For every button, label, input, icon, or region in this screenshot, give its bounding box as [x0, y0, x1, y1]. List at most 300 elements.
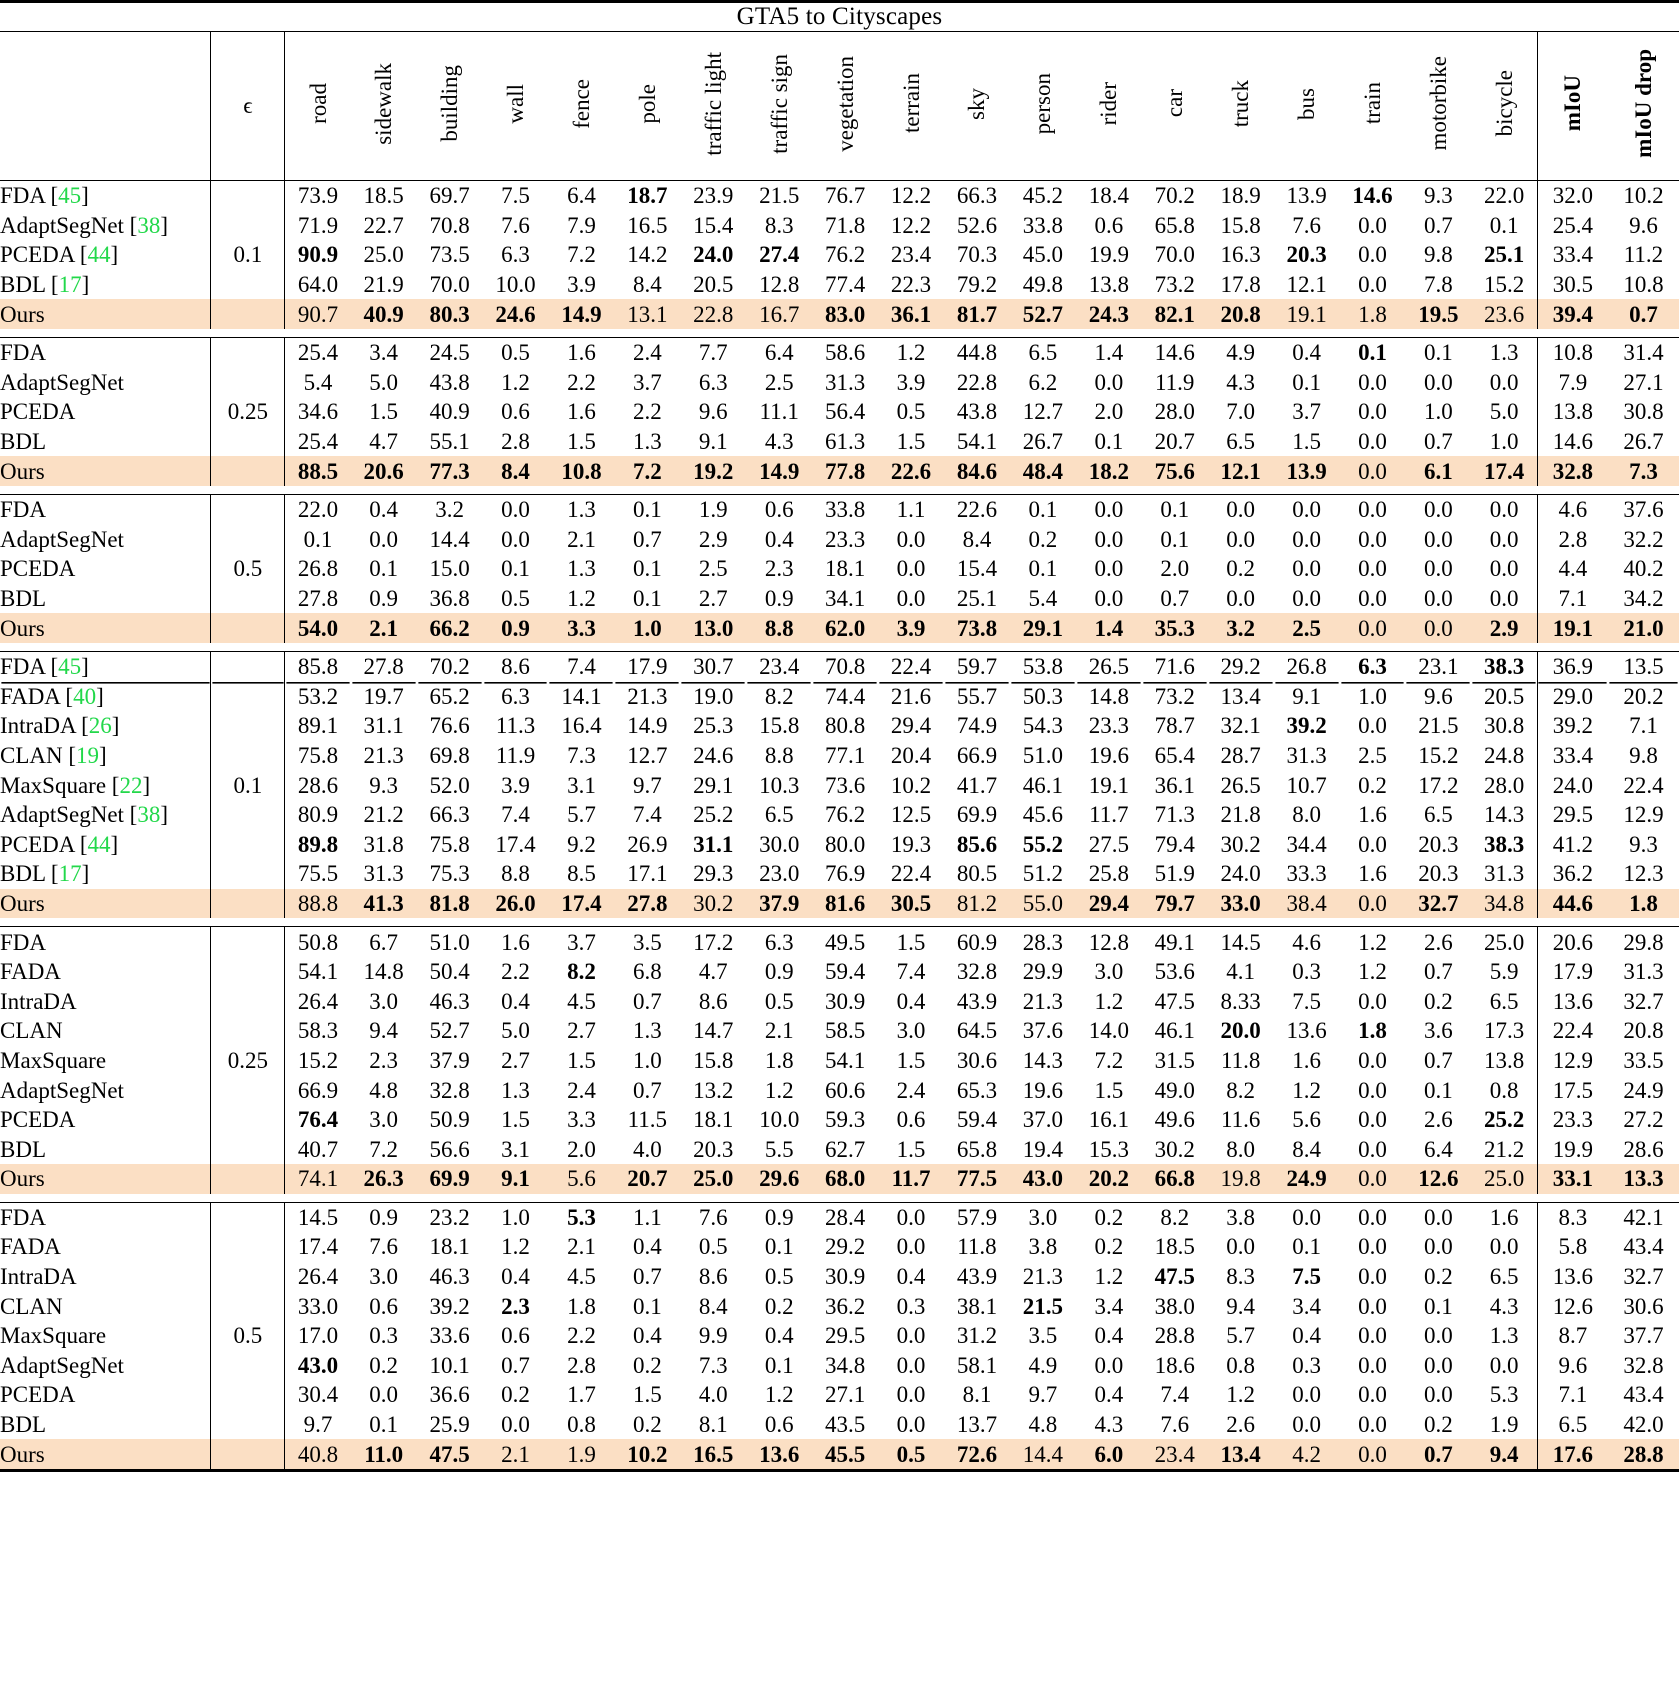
citation-ref[interactable]: 45	[58, 654, 82, 680]
cell-vegetation: 76.7	[812, 181, 878, 211]
citation-ref[interactable]: 17	[58, 861, 82, 887]
block-spacer	[1537, 643, 1608, 652]
cell-traffic-light: 30.7	[680, 651, 746, 681]
epsilon-value	[211, 1232, 285, 1262]
cell-miou: 22.4	[1537, 1016, 1608, 1046]
cell-road: 25.4	[285, 427, 351, 457]
block-spacer	[1274, 329, 1340, 338]
cell-fence: 1.6	[548, 337, 614, 367]
table-bottom-rule	[285, 1469, 351, 1471]
cell-fence: 7.9	[567, 212, 596, 238]
cell-train: 0.0	[1358, 212, 1387, 238]
block-spacer	[1010, 329, 1076, 338]
citation-ref[interactable]: 45	[58, 183, 82, 209]
cell-terrain: 23.4	[890, 242, 932, 268]
cell-building: 76.6	[429, 713, 470, 739]
cell-car: 28.8	[1154, 1323, 1195, 1349]
cell-building: 52.7	[429, 1018, 470, 1044]
cell-building: 69.7	[417, 181, 483, 211]
cell-building: 75.3	[429, 861, 470, 887]
table-row-ours	[0, 889, 1679, 919]
cell-pole: 0.7	[632, 1077, 662, 1103]
cell-traffic-sign: 0.4	[764, 1323, 794, 1349]
cell-vegetation: 77.8	[812, 456, 878, 486]
cell-traffic-light: 20.3	[693, 1136, 734, 1162]
cell-truck: 12.1	[1208, 456, 1274, 486]
cell-pole: 7.4	[632, 802, 662, 828]
cell-person: 52.7	[1010, 299, 1076, 329]
column-header-miou	[1537, 32, 1608, 181]
cell-miou-drop: 43.4	[1623, 1234, 1664, 1260]
cell-sidewalk: 31.3	[363, 861, 404, 887]
epsilon-value	[211, 859, 285, 889]
cell-pole: 1.5	[632, 1382, 662, 1408]
cell-bicycle: 17.3	[1483, 1018, 1525, 1044]
cell-truck: 2.6	[1226, 1412, 1256, 1438]
epsilon-value	[211, 494, 285, 524]
cell-traffic-light: 2.5	[698, 556, 728, 582]
citation-ref[interactable]: 19	[76, 742, 100, 768]
block-spacer	[351, 1194, 417, 1203]
cell-building: 43.8	[429, 369, 470, 395]
method-name: AdaptSegNet [38]	[0, 802, 168, 828]
column-header-label: sky	[964, 87, 990, 120]
cell-sky: 77.5	[944, 1164, 1010, 1194]
method-name: MaxSquare	[0, 1323, 107, 1349]
table-bottom-rule	[483, 1469, 549, 1471]
block-spacer	[812, 1194, 878, 1203]
cell-traffic-light: 23.9	[680, 181, 746, 211]
cell-road: 17.0	[285, 1321, 351, 1351]
cell-building: 47.5	[417, 1439, 483, 1469]
method-name: PCEDA	[0, 1382, 76, 1408]
epsilon-column-header: ϵ	[211, 32, 285, 181]
cell-vegetation: 45.5	[812, 1439, 878, 1469]
cell-miou-drop: 26.7	[1623, 429, 1664, 455]
cell-sky: 13.7	[956, 1412, 998, 1438]
cell-rider: 0.0	[1094, 1352, 1124, 1378]
cell-miou: 14.6	[1537, 427, 1608, 457]
cell-sidewalk: 0.9	[369, 586, 399, 612]
cell-motorbike: 2.6	[1424, 1107, 1453, 1133]
cell-sky: 66.3	[944, 181, 1010, 211]
column-header-sidewalk	[351, 32, 417, 181]
cell-sky: 8.1	[962, 1382, 992, 1408]
cell-vegetation: 77.1	[825, 742, 866, 768]
cell-fence: 1.5	[567, 1047, 596, 1073]
cell-sky: 60.9	[944, 927, 1010, 957]
cell-vegetation: 30.9	[825, 988, 866, 1014]
cell-bus: 0.4	[1274, 337, 1340, 367]
cell-train: 0.0	[1358, 1077, 1387, 1103]
cell-bicycle: 4.3	[1489, 1293, 1519, 1319]
cell-rider: 14.0	[1088, 1018, 1129, 1044]
method-name: FDA	[0, 927, 211, 957]
cell-road: 53.2	[285, 682, 351, 712]
cell-sidewalk: 21.9	[363, 272, 404, 298]
method-name: IntraDA	[0, 988, 77, 1014]
cell-bicycle: 38.3	[1483, 831, 1525, 857]
cell-bus: 7.5	[1292, 1264, 1321, 1290]
cell-building: 69.9	[417, 1164, 483, 1194]
cell-person: 5.4	[1028, 586, 1058, 612]
cell-miou-drop: 12.9	[1623, 802, 1664, 828]
cell-miou-drop: 33.5	[1623, 1047, 1664, 1073]
citation-ref[interactable]: 40	[73, 683, 97, 709]
cell-traffic-light: 17.2	[680, 927, 746, 957]
table-bottom-rule	[1471, 1469, 1537, 1471]
cell-vegetation: 59.3	[825, 1107, 866, 1133]
cell-truck: 32.1	[1220, 713, 1261, 739]
cell-miou-drop: 30.6	[1623, 1293, 1664, 1319]
cell-rider: 3.4	[1094, 1293, 1124, 1319]
block-spacer	[944, 918, 1010, 927]
cell-rider: 6.0	[1076, 1439, 1142, 1469]
block-spacer	[1537, 1194, 1608, 1203]
block-spacer	[1608, 918, 1679, 927]
cell-bus: 19.1	[1274, 299, 1340, 329]
cell-pole: 1.0	[614, 613, 680, 643]
cell-traffic-light: 25.3	[693, 713, 734, 739]
method-name: FDA	[0, 494, 211, 524]
method-name: AdaptSegNet [38]	[0, 212, 168, 238]
cell-bicycle: 0.0	[1489, 526, 1519, 552]
cell-traffic-sign: 0.9	[764, 959, 794, 985]
cell-sky: 43.8	[956, 399, 998, 425]
cell-pole: 1.1	[614, 1202, 680, 1232]
method-name: FDA	[0, 337, 211, 367]
cell-car: 38.0	[1154, 1293, 1195, 1319]
cell-traffic-light: 31.1	[693, 831, 734, 857]
cell-fence: 4.5	[567, 1264, 596, 1290]
cell-rider: 27.5	[1088, 831, 1129, 857]
cell-traffic-sign: 2.1	[764, 1018, 794, 1044]
block-spacer	[680, 1194, 746, 1203]
cell-person: 6.2	[1028, 369, 1058, 395]
cell-bus: 0.4	[1292, 1323, 1321, 1349]
cell-sidewalk: 14.8	[363, 959, 404, 985]
cell-traffic-sign: 23.4	[746, 651, 812, 681]
cell-building: 69.8	[429, 742, 470, 768]
epsilon-value	[211, 1134, 285, 1164]
cell-truck: 0.0	[1226, 1234, 1256, 1260]
cell-sky: 84.6	[944, 456, 1010, 486]
cell-traffic-light: 25.2	[693, 802, 734, 828]
method-name: Ours	[0, 1164, 211, 1194]
cell-train: 0.2	[1358, 772, 1387, 798]
cell-motorbike: 0.7	[1424, 1047, 1453, 1073]
block-spacer	[680, 918, 746, 927]
cell-wall: 9.1	[483, 1164, 549, 1194]
cell-traffic-sign: 6.5	[764, 802, 794, 828]
cell-traffic-light: 8.1	[698, 1412, 728, 1438]
block-spacer	[351, 643, 417, 652]
cell-miou: 7.9	[1537, 368, 1608, 398]
column-header-sky	[944, 32, 1010, 181]
cell-train: 1.0	[1358, 683, 1387, 709]
cell-bus: 0.0	[1292, 526, 1321, 552]
cell-train: 1.2	[1358, 959, 1387, 985]
table-bottom-rule	[614, 1469, 680, 1471]
cell-terrain: 1.5	[878, 927, 944, 957]
block-spacer	[1608, 1194, 1679, 1203]
cell-person: 48.4	[1010, 456, 1076, 486]
cell-wall: 2.1	[483, 1439, 549, 1469]
table-row	[0, 1380, 1679, 1410]
cell-vegetation: 76.2	[825, 802, 866, 828]
epsilon-value	[211, 711, 285, 741]
cell-vegetation: 34.1	[825, 586, 866, 612]
cell-terrain: 0.0	[896, 526, 926, 552]
cell-terrain: 0.0	[896, 556, 926, 582]
citation-ref[interactable]: 44	[87, 242, 111, 268]
citation-ref[interactable]: 44	[87, 831, 111, 857]
cell-wall: 0.5	[501, 586, 530, 612]
block-spacer	[1608, 329, 1679, 338]
cell-bus: 33.3	[1286, 861, 1327, 887]
cell-motorbike: 0.0	[1405, 1202, 1471, 1232]
cell-wall: 0.2	[501, 1382, 530, 1408]
column-header-label: rider	[1096, 81, 1122, 126]
column-header-label: traffic sign	[766, 53, 792, 154]
cell-terrain: 0.6	[896, 1107, 926, 1133]
cell-building: 75.8	[429, 831, 470, 857]
cell-motorbike: 0.0	[1424, 369, 1453, 395]
citation-ref[interactable]: 26	[88, 713, 112, 739]
cell-bicycle: 1.3	[1471, 337, 1537, 367]
cell-road: 0.1	[285, 525, 351, 555]
block-spacer	[285, 486, 351, 495]
cell-building: 40.9	[429, 399, 470, 425]
block-spacer	[1208, 918, 1274, 927]
cell-bicycle: 0.0	[1471, 494, 1537, 524]
cell-truck: 0.0	[1208, 494, 1274, 524]
cell-rider: 0.2	[1076, 1202, 1142, 1232]
cell-miou-drop: 27.2	[1623, 1107, 1664, 1133]
cell-pole: 12.7	[627, 742, 668, 768]
cell-pole: 17.1	[627, 861, 668, 887]
citation-ref[interactable]: 38	[137, 802, 161, 828]
cell-sidewalk: 5.0	[369, 369, 399, 395]
cell-terrain: 30.5	[878, 889, 944, 919]
cell-building: 14.4	[429, 526, 470, 552]
block-spacer	[548, 918, 614, 927]
cell-motorbike: 0.7	[1405, 1439, 1471, 1469]
cell-building: 25.9	[429, 1412, 470, 1438]
cell-truck: 0.0	[1226, 526, 1256, 552]
cell-building: 52.0	[429, 772, 470, 798]
cell-pole: 14.9	[627, 713, 668, 739]
cell-train: 0.0	[1358, 988, 1387, 1014]
cell-sky: 69.9	[956, 802, 998, 828]
method-name: BDL [17]	[0, 272, 90, 298]
cell-car: 79.7	[1142, 889, 1208, 919]
cell-car: 82.1	[1142, 299, 1208, 329]
cell-pole: 3.7	[632, 369, 662, 395]
cell-sky: 30.6	[956, 1047, 998, 1073]
cell-bicycle: 0.0	[1489, 369, 1519, 395]
cell-train: 14.6	[1340, 181, 1406, 211]
column-header-vegetation	[812, 32, 878, 181]
cell-pole: 4.0	[632, 1136, 662, 1162]
cell-fence: 5.6	[548, 1164, 614, 1194]
cell-sidewalk: 3.0	[369, 1264, 399, 1290]
cell-train: 1.8	[1340, 299, 1406, 329]
method-name: PCEDA	[0, 556, 76, 582]
cell-traffic-light: 6.3	[698, 369, 728, 395]
cell-building: 70.0	[429, 272, 470, 298]
cell-pole: 6.8	[632, 959, 662, 985]
cell-fence: 7.3	[567, 742, 596, 768]
cell-road: 88.5	[285, 456, 351, 486]
block-spacer	[878, 1194, 944, 1203]
table-row-ours	[0, 613, 1679, 643]
column-header-bicycle	[1471, 32, 1537, 181]
method-name: PCEDA [44]	[0, 831, 119, 857]
cell-sky: 25.1	[956, 586, 998, 612]
cell-traffic-sign: 1.2	[764, 1382, 794, 1408]
cell-bicycle: 21.2	[1483, 1136, 1525, 1162]
cell-car: 49.6	[1154, 1107, 1195, 1133]
cell-sky: 65.8	[956, 1136, 998, 1162]
cell-road: 50.8	[285, 927, 351, 957]
citation-ref[interactable]: 22	[119, 772, 143, 798]
block-spacer	[812, 643, 878, 652]
cell-wall: 2.3	[501, 1293, 530, 1319]
table-row	[0, 427, 1679, 457]
epsilon-value	[211, 1016, 285, 1046]
cell-fence: 14.9	[548, 299, 614, 329]
cell-miou-drop: 10.2	[1608, 181, 1679, 211]
cell-building: 32.8	[429, 1077, 470, 1103]
cell-bus: 0.0	[1292, 586, 1321, 612]
column-header-label: traffic light	[700, 51, 726, 156]
cell-pole: 26.9	[627, 831, 668, 857]
cell-road: 26.8	[285, 554, 351, 584]
cell-bicycle: 6.5	[1489, 988, 1519, 1014]
cell-traffic-sign: 27.4	[759, 242, 800, 268]
method-name: AdaptSegNet	[0, 369, 124, 395]
cell-bicycle: 0.0	[1489, 586, 1519, 612]
cell-bus: 1.6	[1292, 1047, 1321, 1073]
table-row	[0, 1321, 1679, 1351]
cell-traffic-sign: 29.6	[746, 1164, 812, 1194]
cell-fence: 14.1	[561, 683, 602, 709]
cell-train: 0.0	[1358, 526, 1387, 552]
method-name: CLAN	[0, 1018, 63, 1044]
column-header-label: road	[305, 83, 331, 124]
block-spacer	[746, 1194, 812, 1203]
cell-traffic-sign: 11.1	[759, 399, 799, 425]
table-bottom-rule	[1274, 1469, 1340, 1471]
block-spacer	[548, 643, 614, 652]
cell-person: 37.0	[1022, 1107, 1064, 1133]
column-header-person	[1010, 32, 1076, 181]
column-header-label: truck	[1228, 79, 1254, 128]
cell-bicycle: 1.3	[1489, 1323, 1519, 1349]
cell-person: 50.3	[1022, 683, 1064, 709]
cell-sky: 41.7	[956, 772, 998, 798]
cell-fence: 1.8	[567, 1293, 596, 1319]
cell-rider: 0.1	[1094, 429, 1124, 455]
cell-traffic-sign: 14.9	[746, 456, 812, 486]
cell-rider: 18.4	[1076, 181, 1142, 211]
cell-rider: 0.0	[1076, 494, 1142, 524]
cell-building: 80.3	[417, 299, 483, 329]
cell-fence: 3.3	[567, 1107, 596, 1133]
cell-sidewalk: 21.2	[363, 802, 404, 828]
cell-motorbike: 0.0	[1424, 1352, 1453, 1378]
cell-traffic-sign: 6.3	[746, 927, 812, 957]
cell-wall: 0.6	[501, 1323, 530, 1349]
cell-building: 65.2	[429, 683, 470, 709]
table-row	[0, 337, 1679, 367]
cell-bicycle: 5.9	[1489, 959, 1519, 985]
method-name: PCEDA	[0, 399, 76, 425]
cell-traffic-light: 22.8	[680, 299, 746, 329]
cell-train: 2.5	[1358, 742, 1387, 768]
citation-ref[interactable]: 38	[137, 212, 161, 238]
cell-sky: 11.8	[957, 1234, 997, 1260]
cell-wall: 0.6	[501, 399, 530, 425]
cell-road: 64.0	[285, 270, 351, 300]
cell-road: 26.4	[285, 986, 351, 1016]
cell-pole: 0.1	[632, 586, 662, 612]
cell-car: 14.6	[1142, 337, 1208, 367]
cell-miou: 41.2	[1537, 829, 1608, 859]
cell-truck: 30.2	[1220, 831, 1261, 857]
cell-truck: 28.7	[1220, 742, 1261, 768]
method-name: Ours	[0, 1439, 211, 1469]
table-bottom-rule	[1537, 1469, 1608, 1471]
cell-terrain: 1.5	[896, 429, 926, 455]
epsilon-value	[211, 1351, 285, 1381]
table-row	[0, 682, 1679, 712]
cell-car: 46.1	[1154, 1018, 1195, 1044]
cell-rider: 20.2	[1076, 1164, 1142, 1194]
method-name: FADA [40]	[0, 683, 104, 709]
cell-truck: 18.9	[1208, 181, 1274, 211]
cell-miou-drop: 20.2	[1623, 683, 1664, 709]
cell-traffic-light: 4.0	[698, 1382, 728, 1408]
cell-bus: 10.7	[1286, 772, 1327, 798]
cell-traffic-light: 4.7	[698, 959, 728, 985]
cell-motorbike: 0.0	[1424, 1382, 1453, 1408]
block-spacer	[285, 329, 351, 338]
table-bottom-rule	[1608, 1469, 1679, 1471]
cell-sidewalk: 4.8	[369, 1077, 399, 1103]
method-name: BDL	[0, 1412, 46, 1438]
cell-vegetation: 18.1	[825, 556, 866, 582]
table-row	[0, 584, 1679, 614]
cell-bicycle: 0.1	[1489, 212, 1519, 238]
citation-ref[interactable]: 17	[58, 272, 82, 298]
cell-sidewalk: 3.4	[351, 337, 417, 367]
epsilon-value	[211, 613, 285, 643]
cell-terrain: 12.2	[890, 212, 932, 238]
cell-person: 9.7	[1028, 1382, 1058, 1408]
cell-bus: 26.8	[1274, 651, 1340, 681]
epsilon-value	[211, 651, 285, 681]
cell-motorbike: 7.8	[1424, 272, 1453, 298]
cell-miou-drop: 31.3	[1623, 959, 1664, 985]
cell-sidewalk: 41.3	[351, 889, 417, 919]
block-spacer	[614, 918, 680, 927]
cell-vegetation: 61.3	[825, 429, 866, 455]
table-row	[0, 859, 1679, 889]
cell-motorbike: 21.5	[1418, 713, 1459, 739]
cell-rider: 4.3	[1094, 1412, 1124, 1438]
